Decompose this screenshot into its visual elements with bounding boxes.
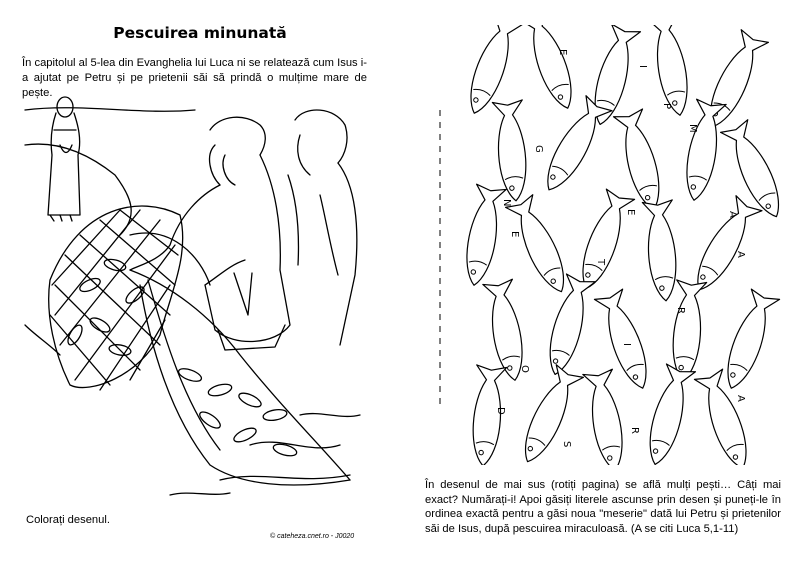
hidden-letter: G	[533, 145, 544, 153]
hidden-letter: R	[629, 427, 640, 434]
hidden-letter: O	[519, 365, 530, 373]
boat	[130, 270, 350, 485]
puzzle-instructions: În desenul de mai sus (rotiți pagina) se află mulți pești… Câți mai exact? Numărați-i! Apoi găsiți literele ascunse prin desen și puneți-le în ordinea exactă pentru a găsi noua "meserie" dată lui Petru și prietenilor săi de Isus, după pescuirea miraculoasă. (A se citi Luca 5,1-11)	[425, 479, 781, 535]
hidden-letter: I	[621, 343, 632, 346]
hidden-letter: A	[735, 251, 746, 258]
fisherman-back	[288, 110, 357, 345]
hidden-letter: A	[735, 395, 746, 402]
hidden-letter: A	[727, 211, 738, 218]
fishing-net	[49, 206, 183, 390]
hidden-letter: D	[495, 407, 506, 415]
fishing-scene-illustration	[20, 85, 365, 505]
fish-group	[459, 25, 782, 465]
coloring-caption: Colorați desenul.	[26, 514, 110, 526]
hidden-letter: E	[509, 231, 520, 238]
hidden-letter: S	[561, 441, 572, 448]
page-title: Pescuirea minunată	[113, 24, 287, 42]
copyright-credit: © cateheza.cnet.ro - J0020	[270, 533, 355, 540]
intro-text: În capitolul al 5-lea din Evanghelia lui Luca ni se relatează cum Isus i-a ajutat pe Petru și pe prietenii săi să prindă o mulțime mare de pește.	[22, 57, 367, 99]
hidden-letter: E	[625, 209, 636, 216]
hidden-letter: E	[557, 49, 568, 56]
hidden-letter: R	[675, 307, 686, 314]
hidden-letter: P	[661, 103, 672, 110]
hidden-letter: M	[687, 124, 698, 133]
hidden-letter: N	[501, 199, 512, 207]
page-fold-line	[435, 110, 445, 410]
jesus-figure	[48, 97, 80, 221]
fish-puzzle-illustration	[452, 25, 782, 465]
hidden-letter: I	[637, 65, 648, 68]
hidden-letter: T	[595, 259, 606, 266]
